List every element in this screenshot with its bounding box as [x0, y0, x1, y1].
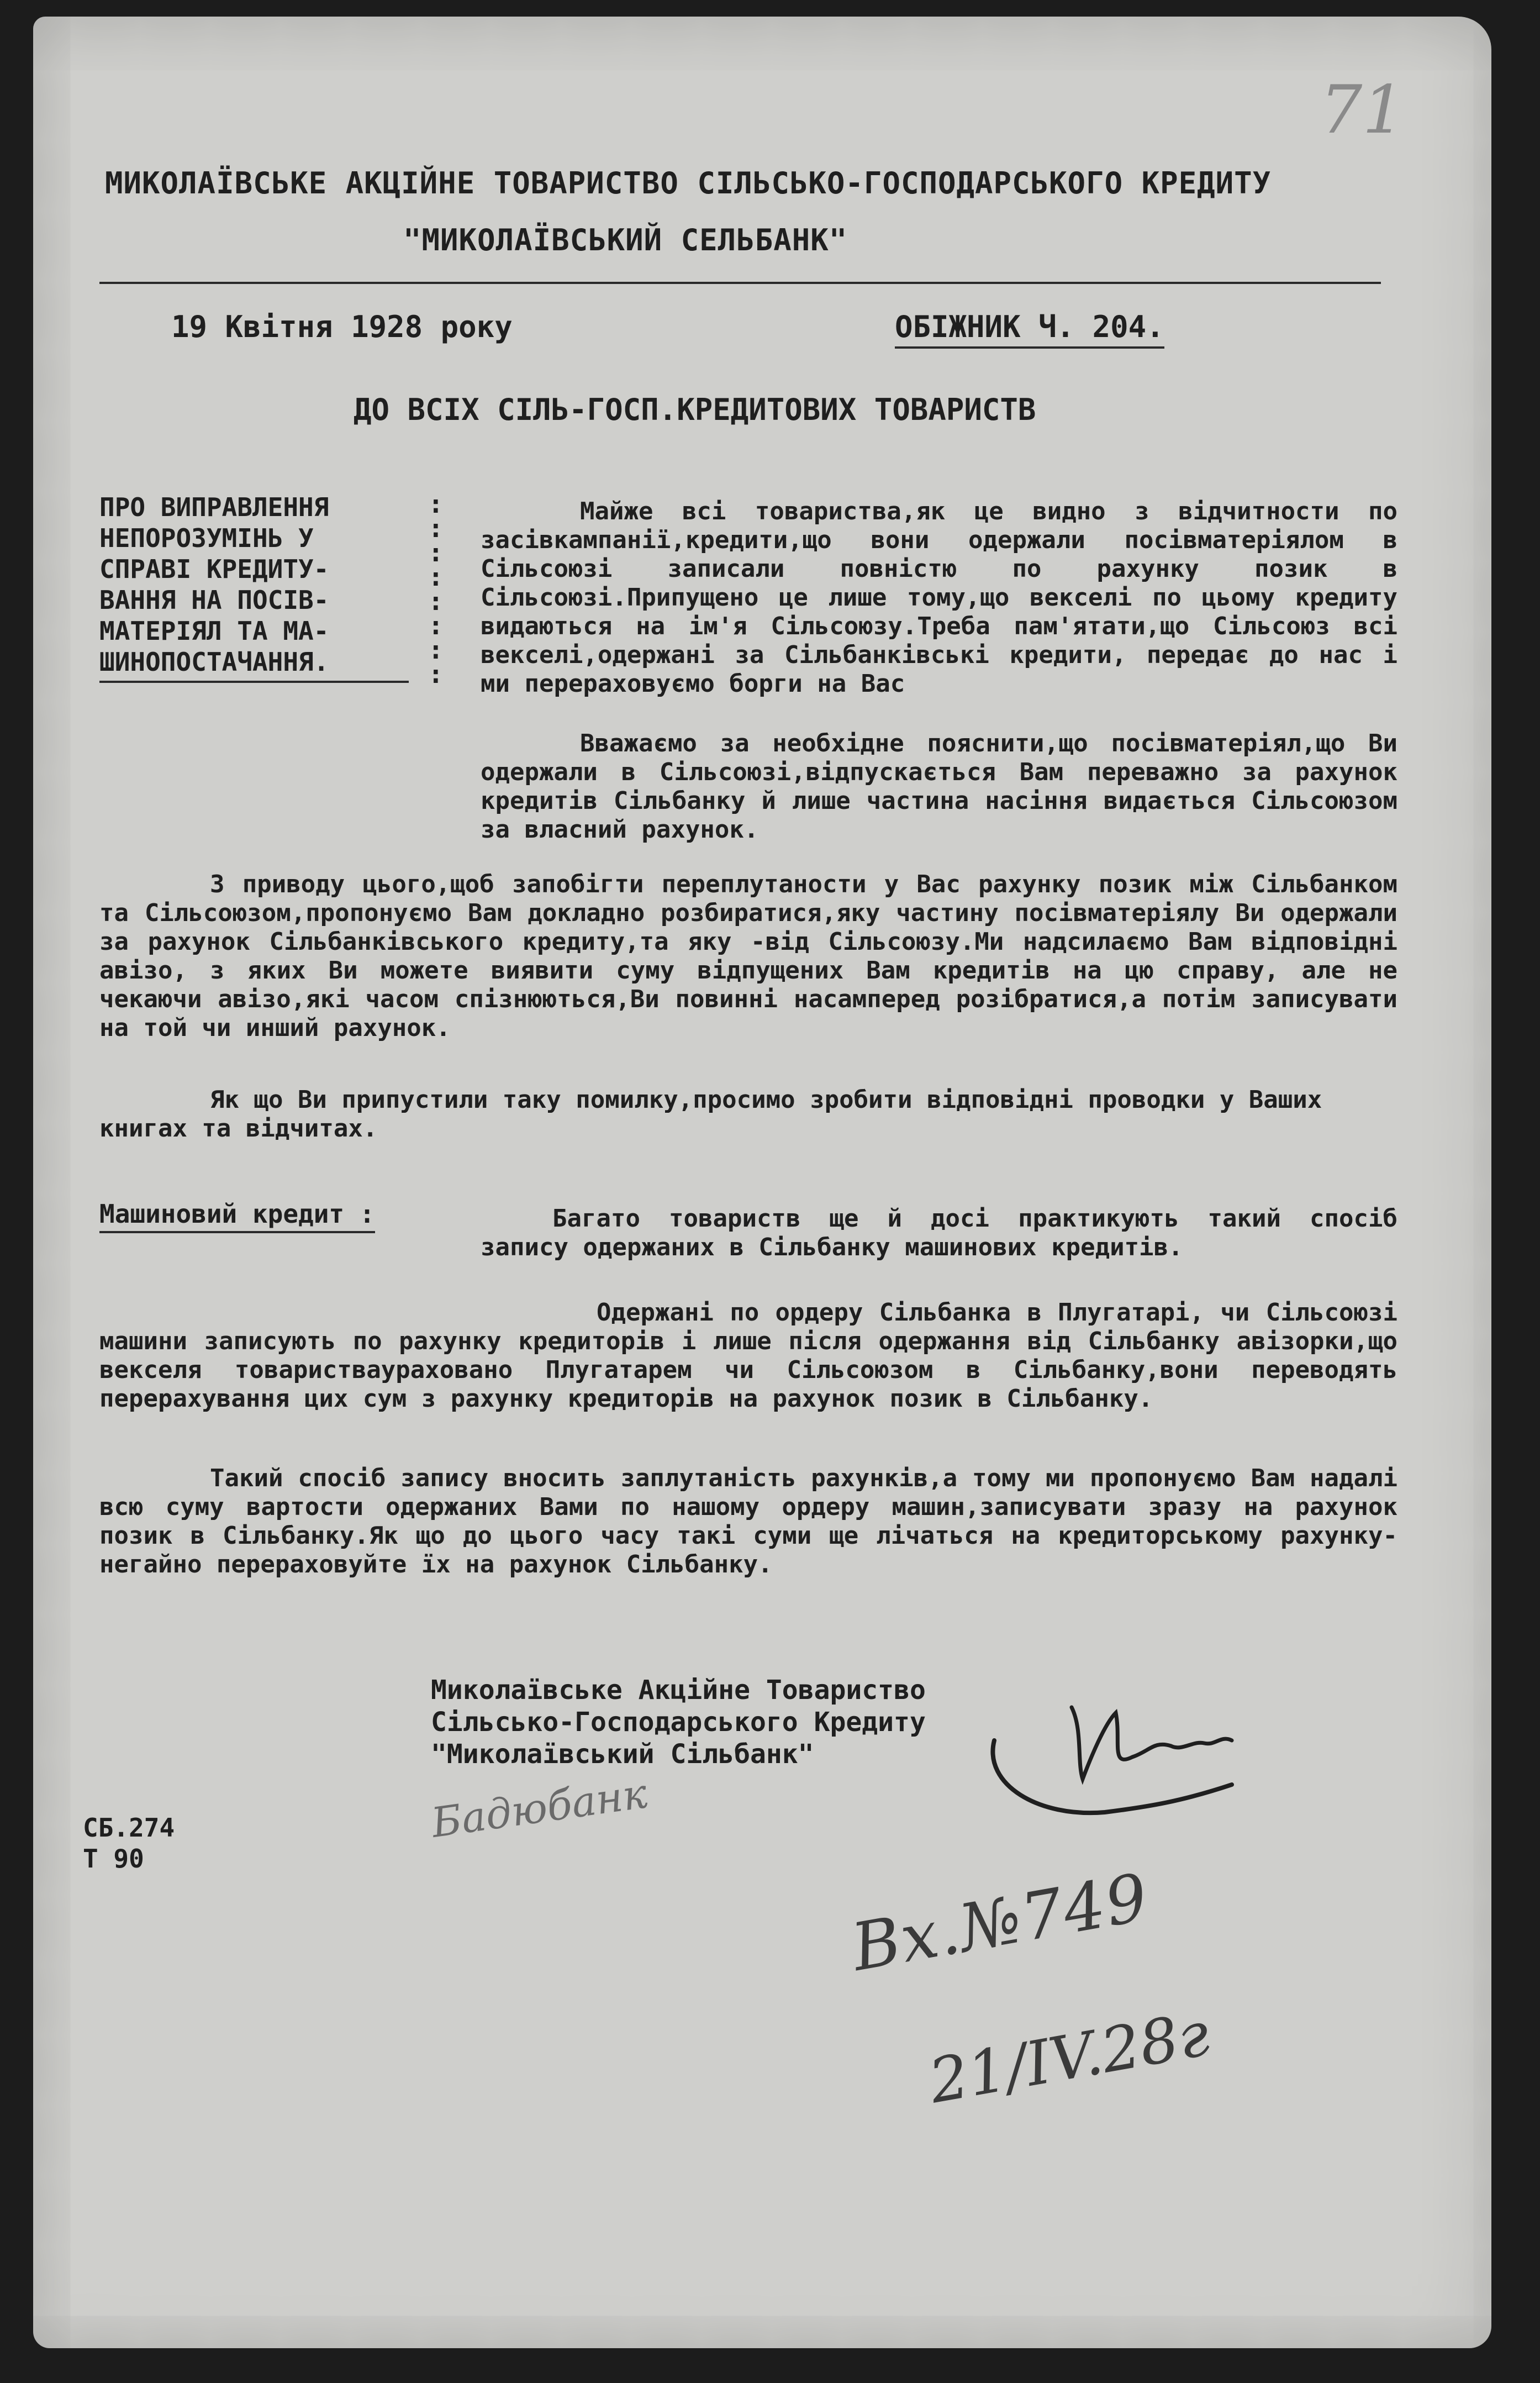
subject-line: ПРО ВИПРАВЛЕННЯ [99, 492, 329, 522]
letterhead [105, 166, 1431, 280]
paragraph-6: Одержані по ордеру Сільбанка в Плугатарі, чи Сільсоюзі машини записують по рахунку кредиторів і лише після одержання від Сільбанку авізорки,що векселя товаристваураховано Плугатарем чи Сільсоюзом в Сільбанку,вони переводять перерахування цих сум з рахунку кредиторів на рахунок позик в Сільбанку. [99, 1298, 1397, 1413]
signature-line3: "Миколаївський Сільбанк" [431, 1739, 814, 1770]
subject-underline [99, 681, 409, 683]
paragraph-4: Як що Ви припустили таку помилку,просимо зробити відповідні проводки у Ваших книгах та відчитах. [99, 1086, 1322, 1143]
circular-number: ОБІЖНИК Ч. 204. [895, 309, 1164, 349]
signature-line2: Сільсько-Господарського Кредиту [431, 1707, 926, 1738]
signature-block [431, 1674, 926, 1770]
handwritten-page-number: 71 [1320, 72, 1405, 149]
letterhead-line1: МИКОЛАЇВСЬКЕ АКЦІЙНЕ ТОВАРИСТВО СІЛЬСЬКО-ГОСПОДАРСЬКОГО КРЕДИТУ [105, 166, 1272, 201]
incoming-number: Вх.№749 [846, 1859, 1154, 1986]
paragraph-3: З приводу цього,щоб запобігти переплутаности у Вас рахунку позик між Сільбанком та Сільсоюзом,пропонуємо Вам докладно розбиратися,яку частину посівматеріялу Ви одержали за рахунок Сільбанківського кредиту,та яку -від Сільсоюзу.Ми надсилаємо Вам відповідні авізо, з яких Ви можете виявити суму відпущених Вам кредитів на цю справу, але не чекаючи авізо,які часом спізнюються,Ви повинні насамперед розібратися,а потім записувати на той чи инший рахунок. [99, 870, 1397, 1042]
signature-line1: Миколаївське Акційне Товариство [431, 1675, 926, 1706]
subject-line: СПРАВІ КРЕДИТУ- [99, 554, 329, 584]
subject-line: ВАННЯ НА ПОСІВ- [99, 585, 329, 615]
document-sheet [33, 17, 1491, 2348]
reference-code-line2: Т 90 [83, 1844, 144, 1874]
section-label-machine-credit: Машиновий кредит : [99, 1199, 375, 1233]
subject-note [99, 492, 431, 683]
addressee: ДО ВСІХ СІЛЬ-ГОСП.КРЕДИТОВИХ ТОВАРИСТВ [354, 392, 1036, 427]
reference-code-line1: СБ.274 [83, 1813, 175, 1843]
paragraph-1: Майже всі товариства,як це видно з відчитности по засівкампанії,кредити,що вони одержали посівматеріялом в Сільсоюзі записали повністю по рахунку позик в Сільсоюзі.Припущено це лише тому,що векселі по цьому кредиту видаються на ім'я Сільсоюзу.Треба пам'ятати,що Сільсоюз всі векселі,одержані за Сільбанківські кредити, передає до нас і ми перераховуємо борги на Вас [481, 497, 1397, 698]
letterhead-rule [99, 282, 1381, 284]
subject-line: НЕПОРОЗУМІНЬ У [99, 523, 314, 553]
subject-line: ШИНОПОСТАЧАННЯ. [99, 647, 329, 677]
letterhead-line2: "МИКОЛАЇВСЬКИЙ СЕЛЬБАНК" [403, 223, 848, 257]
paragraph-5: Багато товариств ще й досі практикують такий спосіб запису одержаних в Сільбанку машинових кредитів. [481, 1204, 1397, 1261]
subject-line: МАТЕРІЯЛ ТА МА- [99, 616, 329, 646]
handwritten-name: Бадюбанк [428, 1770, 650, 1847]
paragraph-2: Вважаємо за необхідне пояснити,що посівматеріял,що Ви одержали в Сільсоюзі,відпускається Вам переважно за рахунок кредитів Сільбанку й лише частина насіння видається Сільсоюзом за власний рахунок. [481, 729, 1397, 844]
subject-colon-column: : : : : : : : : [428, 489, 444, 689]
handwritten-signature-icon [972, 1674, 1259, 1840]
paragraph-7: Такий спосіб запису вносить заплутаність рахунків,а тому ми пропонуємо Вам надалі всю суму вартости одержаних Вами по нашому ордеру машин,записувати зразу на рахунок позик в Сільбанку.Як що до цього часу такі суми ще лічаться на кредиторському рахунку-негайно перераховуйте їх на рахунок Сільбанку. [99, 1464, 1397, 1579]
incoming-date: 21/IV.28г [924, 1998, 1215, 2117]
reference-code [83, 1812, 175, 1874]
document-date: 19 Квітня 1928 року [171, 309, 513, 344]
